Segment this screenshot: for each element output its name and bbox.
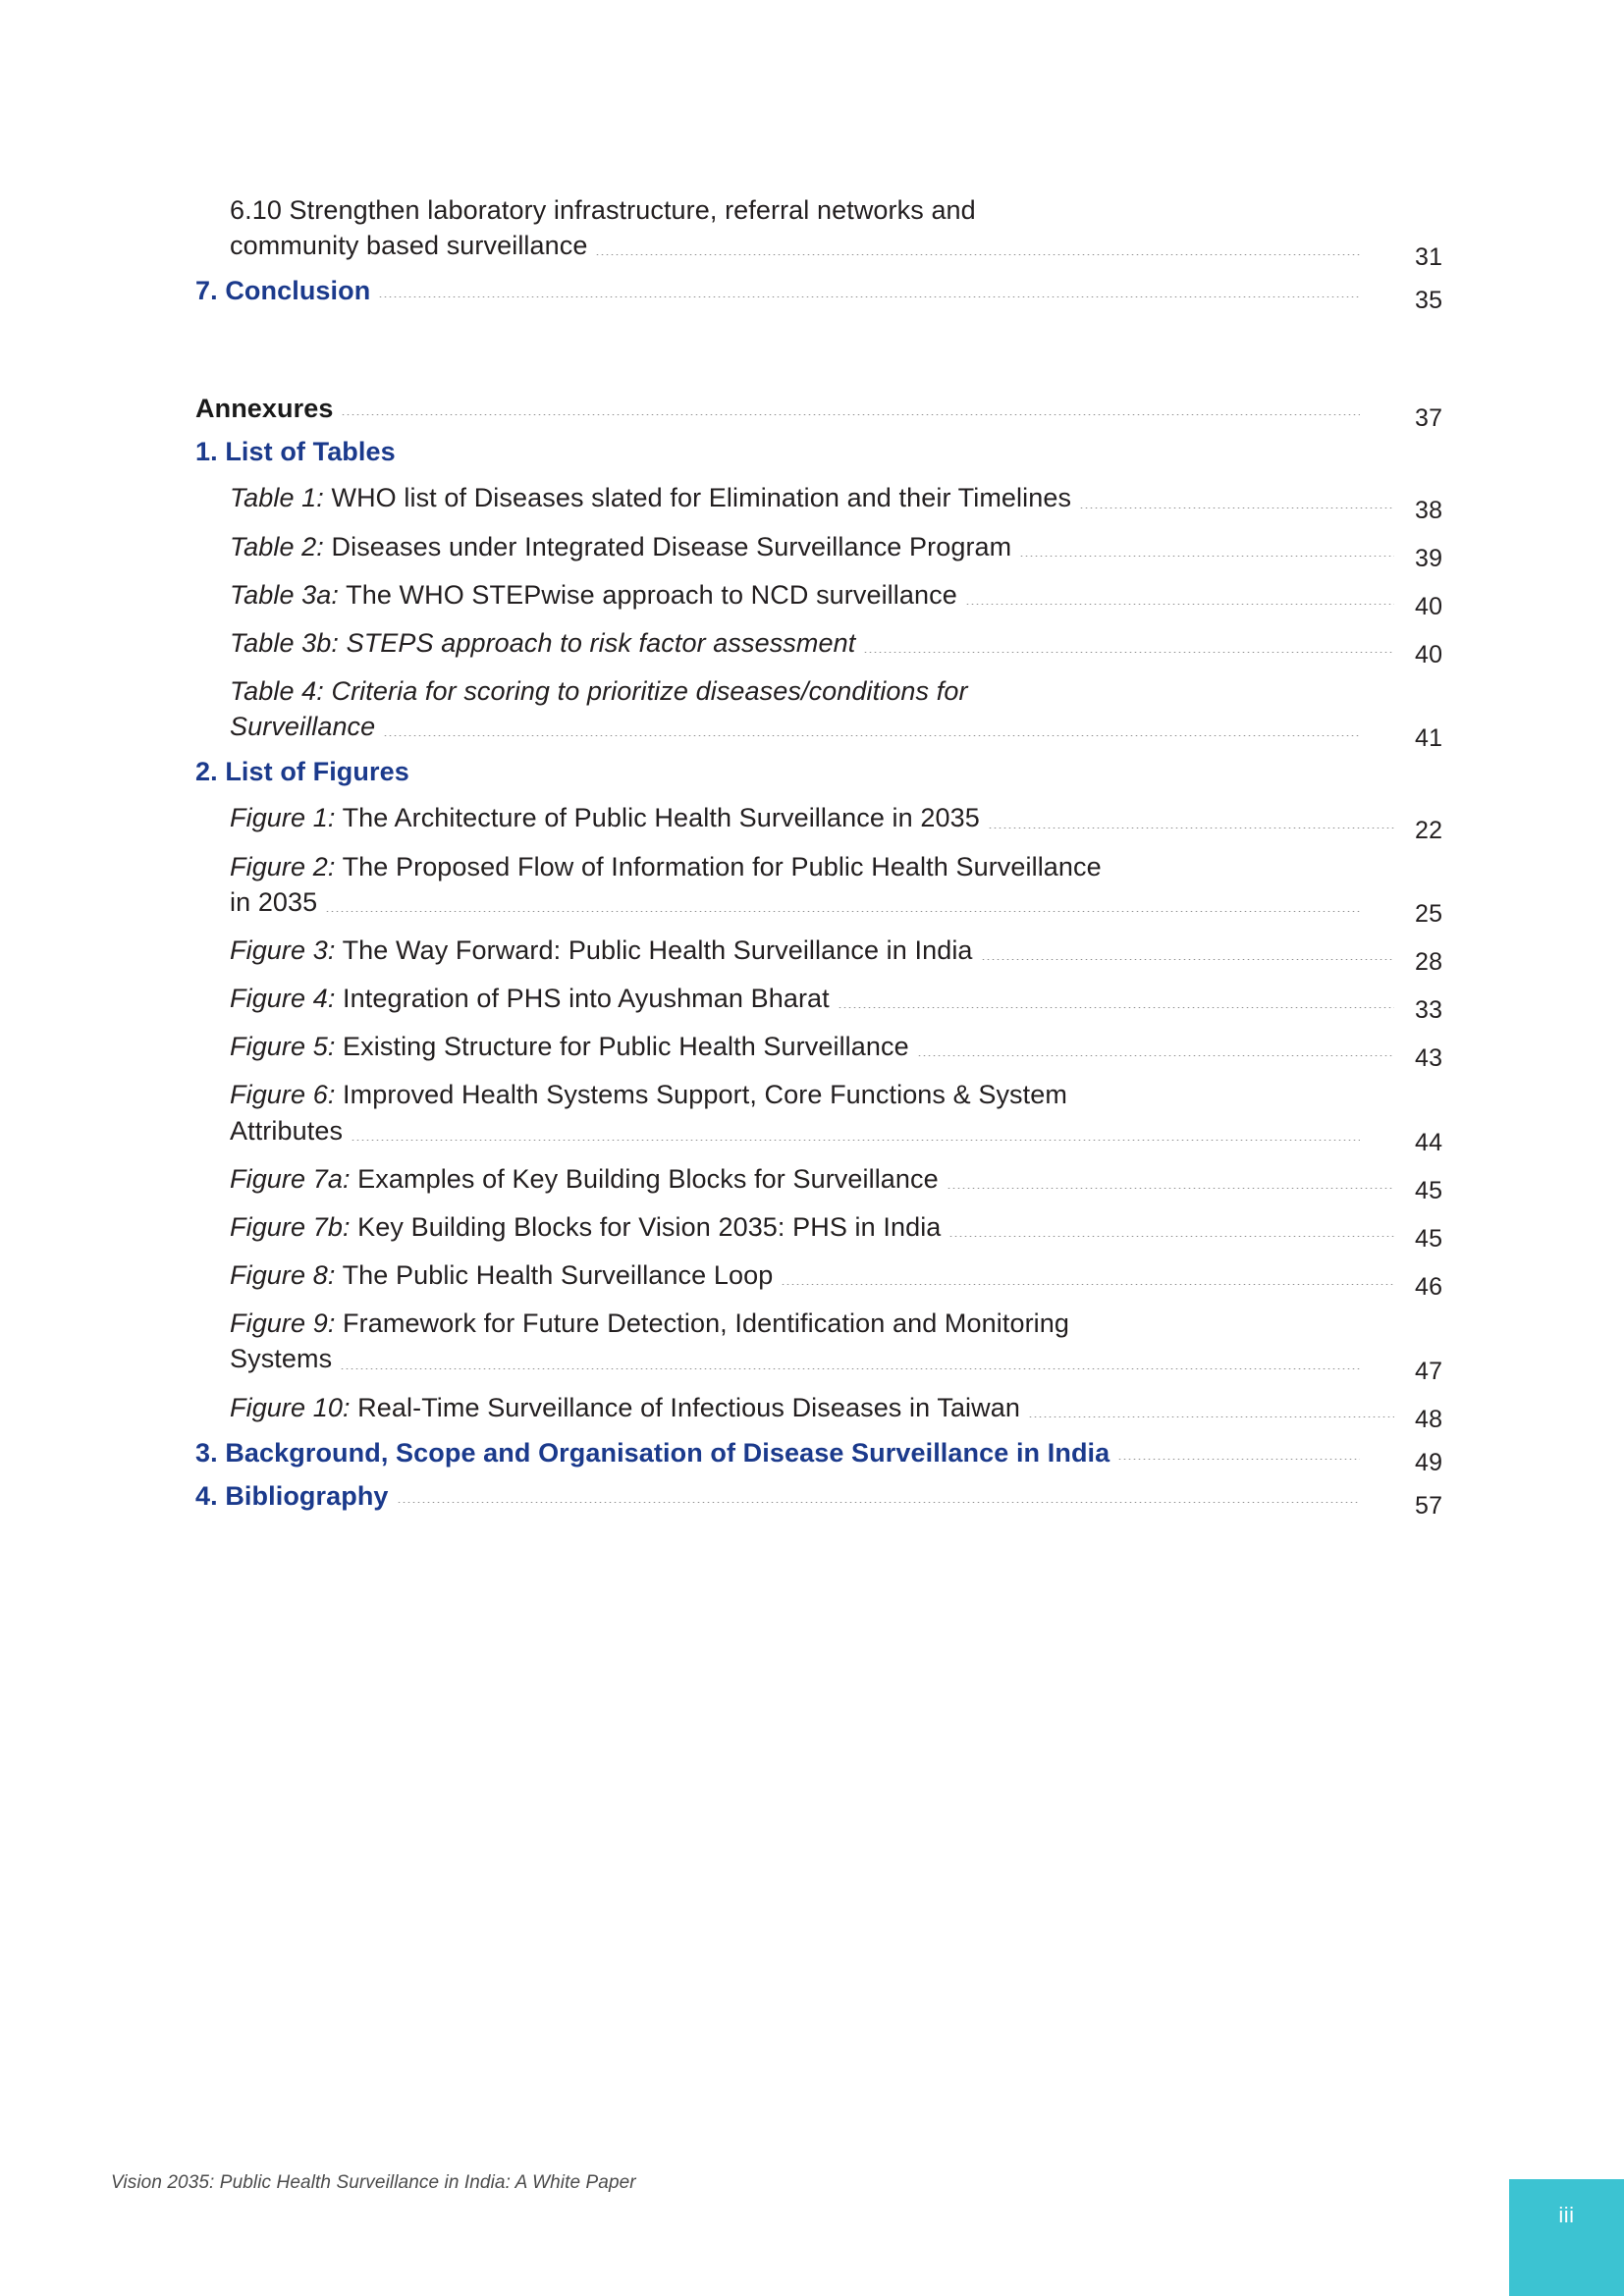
toc-page-number: 37: [1415, 404, 1443, 433]
toc-entry-line-2: community based surveillance: [230, 231, 588, 261]
dot-leader: [351, 1140, 1360, 1141]
toc-entry-bibliography[interactable]: [195, 1480, 1443, 1520]
page-number-badge: iii: [1509, 2179, 1624, 2296]
toc-entry-title: Diseases under Integrated Disease Surveillance Program: [323, 531, 1012, 561]
toc-page-number: 45: [1415, 1225, 1443, 1254]
toc-entry-tag: Figure 7b:: [230, 1211, 351, 1242]
dot-leader: [341, 414, 1360, 415]
dot-leader: [838, 1007, 1394, 1008]
toc-page-number: 39: [1415, 544, 1443, 572]
toc-entry-tag: Figure 8:: [230, 1260, 336, 1291]
toc-entry-line-2: Attributes: [230, 1115, 344, 1146]
toc-page-number: 45: [1415, 1176, 1443, 1204]
toc-entry-label: 1. List of Tables: [195, 437, 396, 467]
dot-leader: [397, 1502, 1360, 1503]
footer-document-title: Vision 2035: Public Health Surveillance in India: A White Paper: [111, 2172, 636, 2193]
toc-heading-list-of-figures[interactable]: [195, 757, 1433, 787]
toc-page-number: 48: [1415, 1405, 1443, 1433]
dot-leader: [863, 652, 1394, 653]
toc-entry-title: The Architecture of Public Health Surveillance in 2035: [335, 803, 980, 833]
toc-entry-title: Improved Health Systems Support, Core Functions & System: [335, 1080, 1067, 1110]
dot-leader: [1117, 1459, 1360, 1460]
toc-entry-label: 4. Bibliography: [195, 1480, 389, 1511]
toc-page-number: 31: [1415, 243, 1443, 272]
toc-entry-tag: Figure 2:: [230, 851, 336, 881]
toc-page-number: 46: [1415, 1273, 1443, 1302]
toc-entry-figure-8[interactable]: [195, 1257, 1443, 1302]
toc-entry-title: Criteria for scoring to prioritize diseases/conditions for: [323, 676, 968, 707]
toc-page-number: 25: [1415, 899, 1443, 928]
toc-page-number: 47: [1415, 1357, 1443, 1385]
toc-entry-tag: Table 4:: [230, 676, 324, 707]
dot-leader: [947, 1188, 1394, 1189]
toc-page-number: 33: [1415, 996, 1443, 1025]
toc-page-number: 35: [1415, 287, 1443, 315]
toc-entry-label: 2. List of Figures: [195, 757, 409, 787]
toc-entry-figure-7a[interactable]: [195, 1161, 1443, 1204]
toc-entry-tag: Figure 4:: [230, 984, 336, 1014]
toc-entry-title: The Proposed Flow of Information for Public Health Surveillance: [335, 851, 1102, 881]
toc-entry-table-2[interactable]: [195, 529, 1443, 572]
toc-entry-figure-10[interactable]: [195, 1390, 1443, 1433]
toc-entry-figure-5[interactable]: [195, 1029, 1443, 1073]
toc-entry-title: Examples of Key Building Blocks for Surveillance: [350, 1163, 939, 1194]
toc-entry-tag: Table 3b:: [230, 627, 339, 658]
toc-heading-list-of-tables[interactable]: [195, 437, 1433, 467]
dot-leader: [1028, 1416, 1394, 1417]
toc-entry-title: WHO list of Diseases slated for Elimination and their Timelines: [323, 483, 1072, 513]
toc-entry-title: The Public Health Surveillance Loop: [335, 1260, 774, 1291]
dot-leader: [781, 1284, 1394, 1285]
toc-entry-tag: Figure 6:: [230, 1080, 336, 1110]
toc-entry-background[interactable]: [195, 1437, 1443, 1476]
toc-entry-line-2: Systems: [230, 1344, 333, 1374]
dot-leader: [917, 1055, 1394, 1056]
dot-leader: [1019, 556, 1394, 557]
toc-entry-title: Real-Time Surveillance of Infectious Diseases in Taiwan: [350, 1392, 1020, 1422]
toc-page-number: 57: [1415, 1491, 1443, 1520]
toc-page-number: 43: [1415, 1044, 1443, 1073]
dot-leader: [378, 296, 1360, 297]
toc-entry-tag: Figure 1:: [230, 803, 336, 833]
toc-entry-line-2: Surveillance: [230, 712, 376, 742]
dot-leader: [340, 1368, 1360, 1369]
toc-entry-7-conclusion[interactable]: [195, 276, 1443, 315]
toc-entry-figure-4[interactable]: [195, 981, 1443, 1025]
toc-entry-title: Existing Structure for Public Health Surveillance: [335, 1032, 909, 1062]
toc-page-number: 44: [1415, 1128, 1443, 1156]
toc-entry-table-1[interactable]: [195, 480, 1443, 524]
toc-page-number: 41: [1415, 724, 1443, 753]
dot-leader: [948, 1236, 1394, 1237]
toc-entry-tag: Figure 7a:: [230, 1163, 351, 1194]
toc-entry-tag: Figure 5:: [230, 1032, 336, 1062]
toc-entry-figure-2[interactable]: [195, 849, 1443, 928]
dot-leader: [981, 959, 1394, 960]
toc-page-number: 38: [1415, 496, 1443, 524]
toc-page-number: 40: [1415, 592, 1443, 620]
toc-page-number: 40: [1415, 641, 1443, 669]
toc-entry-table-4[interactable]: [195, 673, 1443, 753]
toc-entry-title: Framework for Future Detection, Identification and Monitoring: [335, 1308, 1069, 1339]
toc-entry-title: Key Building Blocks for Vision 2035: PHS in India: [350, 1211, 942, 1242]
toc-entry-table-3a[interactable]: [195, 577, 1443, 620]
toc-entry-table-3b[interactable]: [195, 625, 1443, 669]
toc-entry-figure-7b[interactable]: [195, 1209, 1443, 1254]
dot-leader: [595, 254, 1360, 255]
dot-leader: [965, 604, 1394, 605]
toc-entry-figure-9[interactable]: [195, 1306, 1443, 1385]
toc-entry-label: Annexures: [195, 394, 334, 424]
toc-page-number: 22: [1415, 816, 1443, 844]
toc-entry-title: The WHO STEPwise approach to NCD surveillance: [339, 579, 957, 610]
toc-entry-annexures[interactable]: [195, 394, 1443, 433]
toc-page-number: 49: [1415, 1448, 1443, 1476]
toc-entry-line-1: 6.10 Strengthen laboratory infrastructure, referral networks and: [230, 195, 976, 225]
toc-entry-figure-3[interactable]: [195, 933, 1443, 977]
toc-entry-title: The Way Forward: Public Health Surveillance in India: [335, 934, 973, 965]
toc-entry-tag: Figure 3:: [230, 934, 336, 965]
toc-entry-tag: Figure 10:: [230, 1392, 351, 1422]
toc-page-number: 28: [1415, 948, 1443, 977]
toc-entry-figure-1[interactable]: [195, 800, 1443, 844]
toc-entry-title: STEPS approach to risk factor assessment: [339, 627, 856, 658]
table-of-contents: [195, 192, 1443, 1524]
dot-leader: [325, 911, 1360, 912]
toc-entry-tag: Table 3a:: [230, 579, 339, 610]
toc-entry-6-10[interactable]: [195, 192, 1443, 272]
toc-entry-tag: Table 1:: [230, 483, 324, 513]
toc-entry-label: 7. Conclusion: [195, 276, 371, 306]
toc-entry-title: Integration of PHS into Ayushman Bharat: [335, 984, 830, 1014]
section-spacer: [195, 319, 1433, 394]
dot-leader: [383, 735, 1360, 736]
dot-leader: [1079, 507, 1394, 508]
toc-entry-tag: Table 2:: [230, 531, 324, 561]
toc-entry-figure-6[interactable]: [195, 1077, 1443, 1156]
toc-entry-tag: Figure 9:: [230, 1308, 336, 1339]
toc-entry-label: 3. Background, Scope and Organisation of Disease Surveillance in India: [195, 1437, 1110, 1468]
toc-entry-line-2: in 2035: [230, 886, 318, 917]
